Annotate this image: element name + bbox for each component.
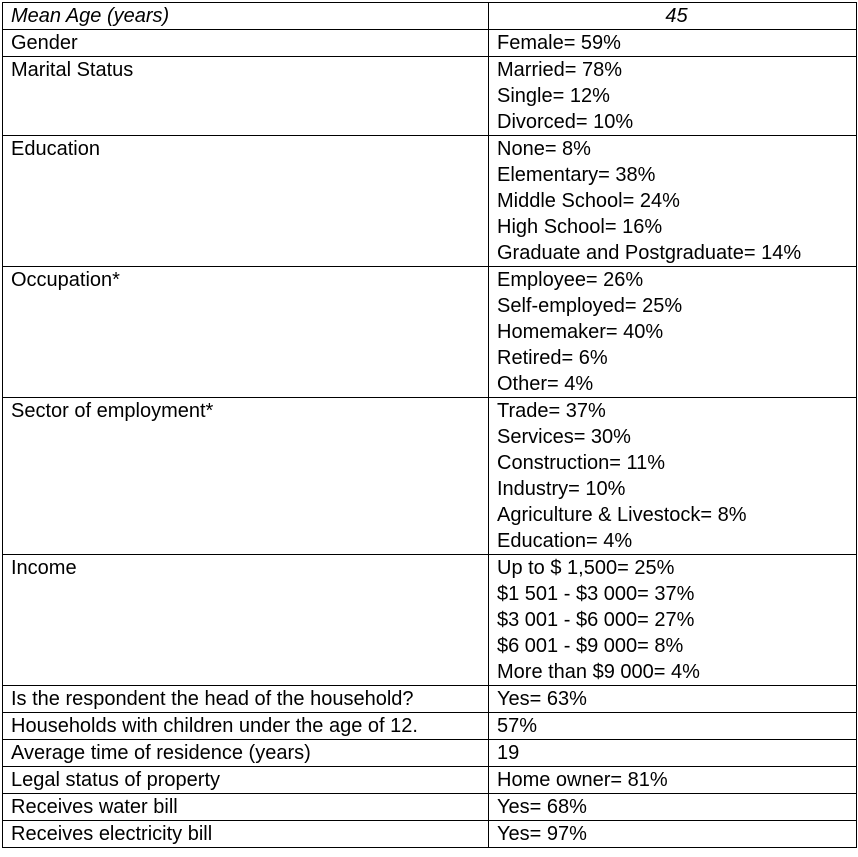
- row-label: Receives electricity bill: [3, 821, 489, 848]
- row-value-line: Employee= 26%: [497, 269, 644, 291]
- row-values: [489, 821, 857, 848]
- row-value-line: More than $9 000= 4%: [497, 661, 700, 683]
- row-value-line: Up to $ 1,500= 25%: [497, 557, 675, 579]
- row-value-line: $3 001 - $6 000= 27%: [497, 609, 695, 631]
- table-row: [3, 555, 857, 686]
- row-value-line: 57%: [497, 715, 538, 737]
- row-label: Sector of employment*: [3, 398, 489, 555]
- row-value-line: None= 8%: [497, 138, 591, 160]
- table-row: [3, 686, 857, 713]
- header-label: Mean Age (years): [3, 3, 489, 30]
- table-row: [3, 267, 857, 398]
- row-value-line: Education= 4%: [497, 530, 633, 552]
- row-value-line: Other= 4%: [497, 373, 594, 395]
- row-value-line: $1 501 - $3 000= 37%: [497, 583, 695, 605]
- row-label: Gender: [3, 30, 489, 57]
- row-value-line: Homemaker= 40%: [497, 321, 664, 343]
- table-row: [3, 794, 857, 821]
- row-value-line: Agriculture & Livestock= 8%: [497, 504, 747, 526]
- row-label: Households with children under the age of 12.: [3, 713, 489, 740]
- row-values: [489, 267, 857, 398]
- row-label: Occupation*: [3, 267, 489, 398]
- table-row: [3, 57, 857, 136]
- row-value-line: Married= 78%: [497, 59, 623, 81]
- table-row: [3, 136, 857, 267]
- row-value-line: Elementary= 38%: [497, 164, 656, 186]
- row-values: [489, 57, 857, 136]
- row-values: [489, 713, 857, 740]
- row-value-line: High School= 16%: [497, 216, 663, 238]
- row-value-line: Yes= 63%: [497, 688, 587, 710]
- row-value-line: Construction= 11%: [497, 452, 666, 474]
- row-value-line: Female= 59%: [497, 32, 621, 54]
- row-value-line: $6 001 - $9 000= 8%: [497, 635, 684, 657]
- row-values: [489, 686, 857, 713]
- row-label: Education: [3, 136, 489, 267]
- row-label: Legal status of property: [3, 767, 489, 794]
- row-values: [489, 794, 857, 821]
- table-row: [3, 30, 857, 57]
- row-label: Marital Status: [3, 57, 489, 136]
- row-value-line: Divorced= 10%: [497, 111, 634, 133]
- table-row: [3, 740, 857, 767]
- row-label: Is the respondent the head of the household?: [3, 686, 489, 713]
- row-value-line: Retired= 6%: [497, 347, 608, 369]
- row-values: [489, 767, 857, 794]
- row-values: [489, 740, 857, 767]
- row-value-line: Self-employed= 25%: [497, 295, 683, 317]
- row-values: [489, 136, 857, 267]
- table-row: [3, 713, 857, 740]
- row-values: [489, 555, 857, 686]
- row-label: Receives water bill: [3, 794, 489, 821]
- row-value-line: Services= 30%: [497, 426, 631, 448]
- row-value-line: Trade= 37%: [497, 400, 606, 422]
- row-label: Income: [3, 555, 489, 686]
- row-value-line: 19: [497, 742, 520, 764]
- header-row: [3, 3, 857, 30]
- row-values: [489, 30, 857, 57]
- table-row: [3, 398, 857, 555]
- row-values: [489, 398, 857, 555]
- row-value-line: Middle School= 24%: [497, 190, 680, 212]
- demographics-table: [2, 2, 857, 848]
- header-value: 45: [489, 3, 857, 30]
- row-value-line: Industry= 10%: [497, 478, 626, 500]
- table-row: [3, 821, 857, 848]
- row-value-line: Yes= 97%: [497, 823, 587, 845]
- row-value-line: Home owner= 81%: [497, 769, 668, 791]
- table-row: [3, 767, 857, 794]
- row-value-line: Single= 12%: [497, 85, 610, 107]
- row-value-line: Graduate and Postgraduate= 14%: [497, 242, 802, 264]
- row-label: Average time of residence (years): [3, 740, 489, 767]
- row-value-line: Yes= 68%: [497, 796, 587, 818]
